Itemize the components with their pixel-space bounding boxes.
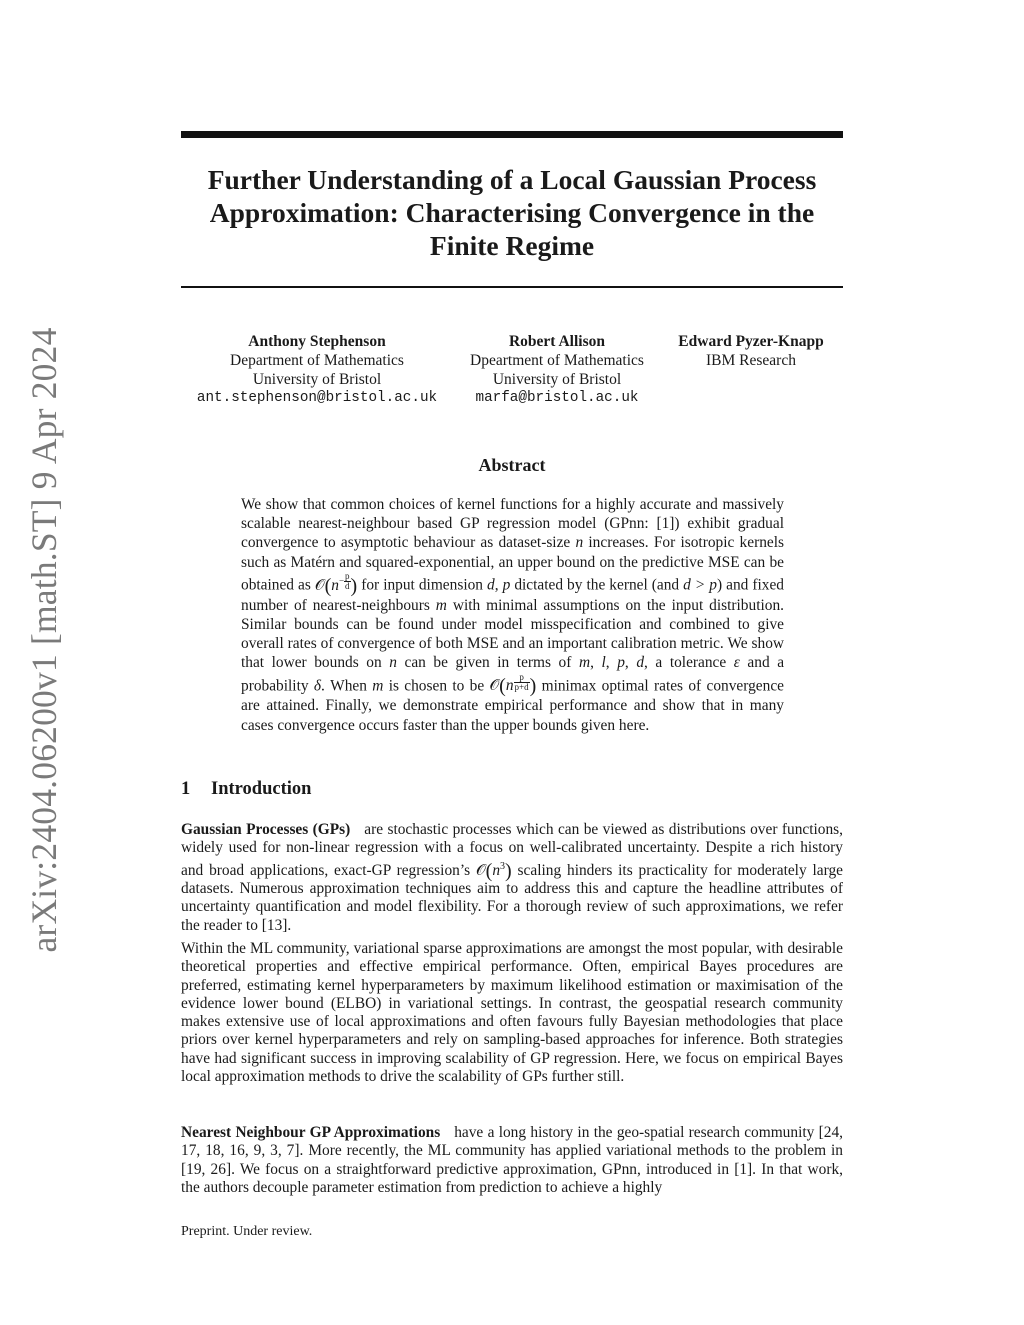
paragraph-text: scaling hinders its practicality for moderately large datasets. Numerous approximation techniques aim to address this and capture the headline attributes of uncertainty quantification and model flexibility. For a thorough review of such approximations, we refer the reader to [13].: [181, 861, 843, 934]
abstract-text: for input dimension: [357, 576, 488, 594]
math-cubic-scaling: $𝒪(n^3)$: [475, 859, 512, 882]
math-var: l: [601, 654, 606, 672]
math-var: m: [435, 596, 447, 614]
math-var: d: [487, 576, 495, 594]
abstract-text: We show that common choices of kernel functions for a highly accurate and massively scalable nearest-neighbour based GP regression model (GPnn: [1]) exhibit gradual convergence to asymptotic behaviour as dataset-size: [241, 496, 784, 552]
section-heading-introduction: [181, 779, 311, 800]
abstract-body: [241, 495, 784, 735]
math-var: n: [505, 677, 514, 695]
math-var: p: [617, 654, 625, 672]
author-affiliation: University of Bristol: [492, 371, 622, 388]
exponent-numerator: p: [345, 570, 350, 581]
title-bottom-rule: [181, 286, 843, 288]
paper-title: [181, 163, 843, 262]
title-line-2: Approximation: Characterising Convergence in the: [209, 197, 815, 228]
math-var: n: [492, 861, 501, 879]
abstract-text: dictated by the kernel (and: [510, 576, 684, 594]
abstract-text: , a tolerance: [644, 654, 734, 672]
abstract-text: and a probability: [241, 654, 785, 695]
math-inequality: d > p: [683, 576, 717, 594]
abstract-text: ,: [494, 576, 503, 594]
math-big-o-bound: 𝒪(n− $\frac{p}{d}$ ): [314, 570, 358, 597]
math-var: n: [389, 654, 397, 672]
math-var: n: [331, 576, 339, 594]
abstract-text: can be given in terms of: [396, 654, 579, 672]
author-email[interactable]: marfa@bristol.ac.uk: [475, 390, 639, 406]
author-name: Anthony Stephenson: [248, 333, 386, 350]
math-var: δ: [313, 677, 322, 695]
math-exponent: [514, 673, 530, 692]
math-var: p: [502, 576, 511, 594]
math-var: m: [372, 677, 384, 695]
math-symbol: 𝒪: [475, 861, 486, 879]
abstract-heading: Abstract: [478, 455, 546, 475]
paragraph-variational: Within the ML community, variational sparse approximations are amongst the most popular, with desirable theoretical properties and effective empirical performance. Often, empirical Bayes procedures are preferred, estimating kernel hyperparameters by maximum likelihood estimation or maximisation of the evidence lower bound (ELBO) in variational settings. In contrast, the geospatial research community makes extensive use of local approximations and often favours fully Bayesian methodologies that place priors over kernel hyperparameters and rely on sampling-based approaches for inference. Both strategies have had significant success in improving scalability of GP regression. Here, we focus on empirical Bayes local approximation methods to drive the scalability of GPs further still.: [181, 940, 843, 1086]
paragraph-lead: Nearest Neighbour GP Approximations: [181, 1124, 441, 1141]
math-exponent: − $\frac{p}{d}$: [338, 570, 350, 591]
title-top-rule: [181, 131, 843, 138]
math-var: m: [578, 654, 591, 672]
author-2: [453, 332, 661, 408]
paragraph-lead: Gaussian Processes (GPs): [181, 821, 351, 838]
paragraph-text: have a long history in the geo-spatial research community [24, 17, 18, 16, 9, 3, 7]. More recently, the ML community has applied variational methods to the problem in [19, 26]. We focus on a straightforward predictive approximation, GPnn, introduced in [1]. In that work, the authors decouple parameter estimation from prediction to achieve a highly: [181, 1124, 843, 1196]
paragraph-text: are stochastic processes which can be viewed as distributions over functions, widely used for non-linear regression with a focus on well-calibrated uncertainty. Despite a rich history and broad applications, exact-GP regression’s: [181, 821, 843, 879]
exponent-numerator: p: [514, 673, 530, 683]
abstract-text: with minimal assumptions on the input distribution. Similar bounds can be found under model misspecification and combined to give overall rates of convergence of both MSE and an important calibration metric. We show that lower bounds on: [241, 596, 784, 672]
author-department: Department of Mathematics: [230, 352, 404, 369]
author-email[interactable]: ant.stephenson@bristol.ac.uk: [196, 390, 438, 406]
abstract-text: ) and fixed number of nearest-neighbours: [241, 576, 785, 614]
math-separator: ,: [590, 654, 602, 672]
author-3: [665, 332, 837, 370]
author-affiliation: IBM Research: [706, 352, 796, 369]
arxiv-identifier: arXiv:2404.06200v1 [math.ST] 9 Apr 2024: [24, 327, 64, 953]
math-separator: ,: [624, 654, 637, 672]
exponent-denominator: d: [345, 580, 350, 591]
section-title: Introduction: [211, 779, 312, 799]
math-separator: ,: [605, 654, 618, 672]
paragraph-nearest-neighbour: [181, 1124, 843, 1197]
author-name: Robert Allison: [508, 333, 606, 350]
math-var: ε: [733, 654, 740, 672]
author-affiliation: University of Bristol: [252, 371, 382, 388]
author-name: Edward Pyzer-Knapp: [678, 333, 824, 350]
author-department: Dpeartment of Mathematics: [470, 352, 644, 369]
abstract-text: . When: [321, 677, 373, 695]
abstract-text: is chosen to be: [383, 677, 490, 695]
math-big-o-choice: 𝒪(n $\frac{p}{p+d}$ ): [489, 671, 537, 698]
abstract-text: increases. For isotropic kernels such as Matérn and squared-exponential, an upper bound on the predictive MSE can be obtained as: [241, 534, 784, 594]
exponent-denominator: p+d: [514, 681, 529, 692]
section-number: 1: [181, 779, 191, 799]
math-var: n: [575, 534, 584, 552]
arxiv-sidebar: [22, 300, 66, 980]
author-1: [181, 332, 453, 408]
math-symbol: 𝒪: [314, 576, 325, 594]
abstract-text: minimax optimal rates of convergence are attained. Finally, we demonstrate empirical performance and show that in many cases convergence occurs faster than the upper bounds given here.: [241, 677, 784, 734]
title-line-1: Further Understanding of a Local Gaussian Process: [207, 164, 817, 195]
footer-note: Preprint. Under review.: [181, 1224, 313, 1239]
math-symbol: 𝒪: [489, 677, 500, 695]
title-line-3: Finite Regime: [429, 230, 595, 261]
paragraph-gps: [181, 821, 843, 935]
math-exponent: 3: [500, 860, 506, 872]
math-var: d: [636, 654, 645, 672]
